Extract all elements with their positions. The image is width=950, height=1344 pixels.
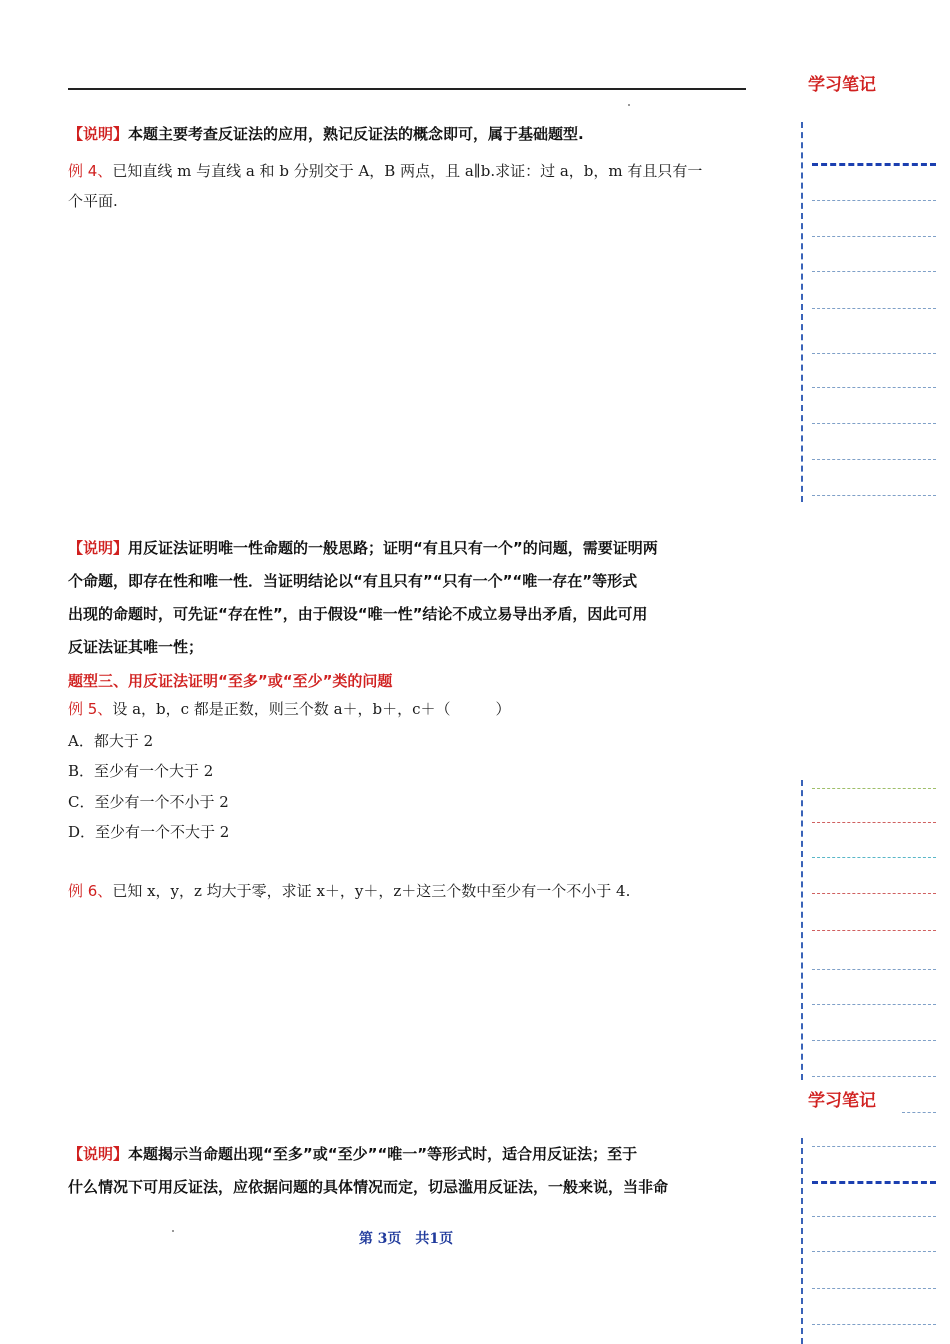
sidebar-margin-line: [801, 1138, 803, 1344]
example-6: [68, 876, 748, 906]
example-text: 设 a，b，c 都是正数，则三个数 a＋，b＋，c＋（ ）: [112, 700, 511, 718]
note-line: [812, 1288, 936, 1289]
option-c: C．至少有一个不小于 2: [68, 793, 229, 811]
note-line: [812, 1076, 936, 1077]
note-tag: 【说明】: [68, 1145, 129, 1163]
example-text: 已知直线 m 与直线 a 和 b 分别交于 A，B 两点，且 a∥b.求证：过 a，b，m 有且只有一: [112, 162, 703, 180]
note-line: [812, 423, 936, 424]
option-b: B．至少有一个大于 2: [68, 762, 214, 780]
note-line-thick: [812, 1181, 936, 1184]
note-line: [812, 271, 936, 272]
note-tag: 【说明】: [68, 125, 129, 143]
example-label: 例 5、: [68, 700, 113, 718]
sidebar-title: 学习笔记: [808, 75, 876, 95]
page-number: 第 3页 共1页: [358, 1231, 454, 1247]
note-line-thick: [812, 163, 936, 166]
note-line: [812, 930, 936, 931]
note-line: 本题揭示当命题出现“至多”或“至少”“唯一”等形式时，适合用反证法；至于: [128, 1145, 638, 1163]
note-line: 出现的命题时，可先证“存在性”，由于假设“唯一性”结论不成立易导出矛盾，因此可用: [68, 605, 648, 623]
section-heading: 题型三、用反证法证明“至多”或“至少”类的问题: [68, 672, 393, 690]
note-line: [812, 969, 936, 970]
sidebar-margin-line: [801, 780, 803, 1080]
note-line: [812, 822, 936, 823]
example-label: 例 6、: [68, 882, 113, 900]
note-line: [812, 893, 936, 894]
example-5: [68, 694, 748, 724]
note-line: [902, 1112, 936, 1113]
note-line: [812, 308, 936, 309]
note-2: [68, 532, 748, 664]
note-line: 反证法证其唯一性；: [68, 638, 204, 656]
sidebar-margin-line: [801, 122, 803, 502]
note-1: [68, 118, 748, 151]
note-line: [812, 1251, 936, 1252]
note-line: [812, 1324, 936, 1325]
note-line: [812, 1004, 936, 1005]
note-line: [812, 387, 936, 388]
option-a: A．都大于 2: [68, 732, 154, 750]
option-d: D．至少有一个不大于 2: [68, 823, 230, 841]
note-line: 什么情况下可用反证法，应依据问题的具体情况而定，切忌滥用反证法，一般来说，当非命: [68, 1178, 669, 1196]
note-line: [812, 1216, 936, 1217]
note-line: [812, 1040, 936, 1041]
example-text: 个平面.: [68, 192, 118, 210]
example-4: [68, 156, 748, 216]
note-line: [812, 1146, 936, 1147]
note-line: [812, 200, 936, 201]
note-line: 用反证法证明唯一性命题的一般思路；证明“有且只有一个”的问题，需要证明两: [128, 539, 658, 557]
example-text: 已知 x，y，z 均大于零，求证 x＋，y＋，z＋这三个数中至少有一个不小于 4.: [112, 882, 631, 900]
sidebar-title: 学习笔记: [808, 1091, 876, 1111]
stray-dot: [628, 104, 630, 106]
note-line: [812, 788, 936, 789]
note-tag: 【说明】: [68, 539, 129, 557]
note-line: [812, 495, 936, 496]
note-3: [68, 1138, 748, 1204]
header-rule: [68, 88, 746, 90]
note-line: 个命题，即存在性和唯一性．当证明结论以“有且只有”“只有一个”“唯一存在”等形式: [68, 572, 638, 590]
note-line: [812, 459, 936, 460]
example-label: 例 4、: [68, 162, 113, 180]
note-line: [812, 353, 936, 354]
note-line: [812, 236, 936, 237]
note-line: [812, 857, 936, 858]
note-text: 本题主要考查反证法的应用，熟记反证法的概念即可，属于基础题型.: [128, 125, 584, 143]
